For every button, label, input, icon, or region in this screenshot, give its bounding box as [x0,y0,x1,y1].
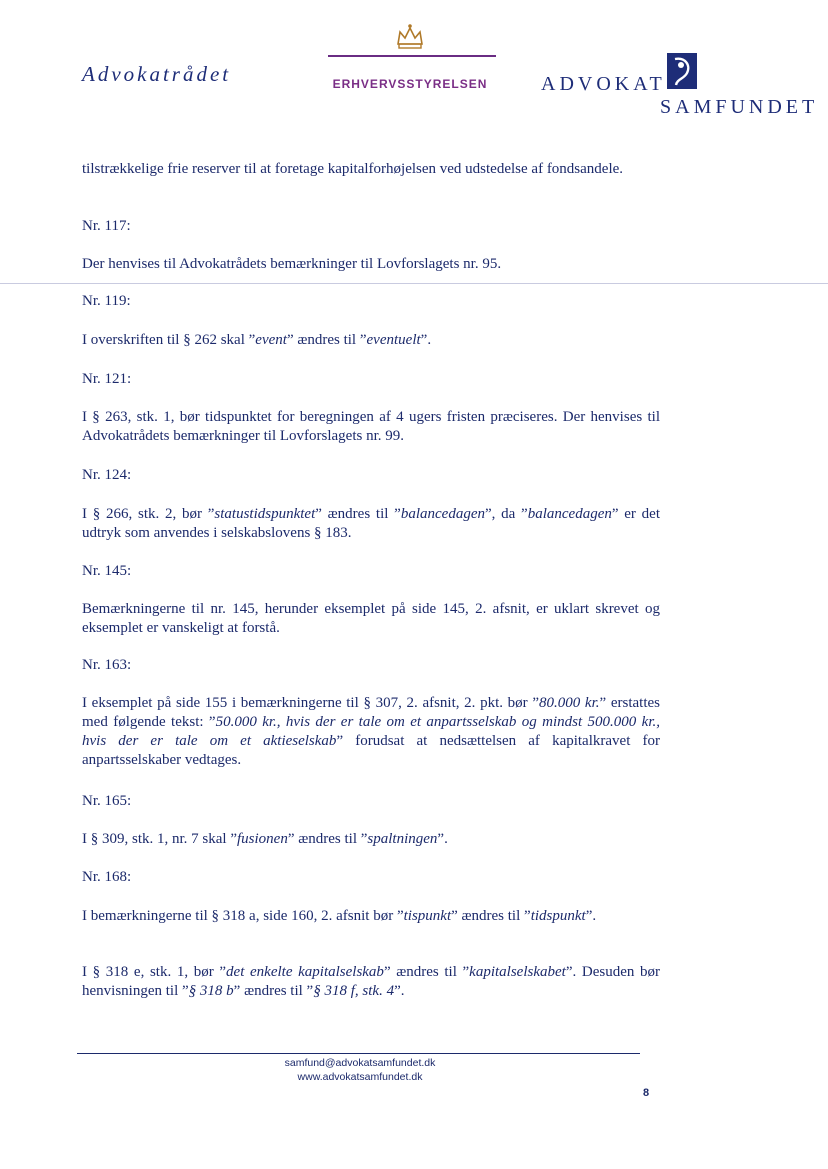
heading-nr-121: Nr. 121: [82,371,132,387]
advokatsamfundet-logo-bottom: SAMFUNDET [660,96,819,118]
heading-nr-117: Nr. 117: [82,218,131,234]
footer-website-link[interactable]: www.advokatsamfundet.dk [297,1071,423,1083]
advokatsamfundet-logo-top: ADVOKAT [541,73,666,95]
footer-email-link[interactable]: samfund@advokatsamfundet.dk [284,1057,436,1069]
erhvervsstyrelsen-logo [318,20,502,90]
heading-nr-145: Nr. 145: [82,563,132,579]
advokatsamfundet-emblem-icon [667,53,697,89]
heading-nr-119: Nr. 119: [82,293,131,309]
heading-nr-163: Nr. 163: [82,657,132,673]
paragraph-nr-124: I § 266, stk. 2, bør ”statustidspunktet” ændres til ”balancedagen”, da ”balancedagen” er det udtryk som anvendes i selskabslovens § 183. [82,506,660,541]
footer-rule [77,1053,640,1054]
paragraph-nr-117: Der henvises til Advokatrådets bemærkninger til Lovforslagets nr. 95. [82,256,502,272]
page-number: 8 [643,1087,650,1099]
paragraph-nr-119: I overskriften til § 262 skal ”event” ændres til ”eventuelt”. [82,332,432,348]
erhvervsstyrelsen-text: ERHVERVSSTYRELSEN [332,77,488,91]
paragraph-continuation: tilstrækkelige frie reserver til at foretage kapitalforhøjelsen ved udstedelse af fondsandele. [82,161,624,177]
scan-divider-line [0,283,828,284]
paragraph-nr-145: Bemærkningerne til nr. 145, herunder eksemplet på side 145, 2. afsnit, er uklart skrevet og eksemplet er vanskeligt at forstå. [82,601,660,636]
advokatraadet-logo-text: Advokatrådet [82,62,232,86]
heading-nr-168: Nr. 168: [82,869,132,885]
erhvervsstyrelsen-rule [328,55,496,57]
heading-nr-124: Nr. 124: [82,467,132,483]
paragraph-nr-168-b: I § 318 e, stk. 1, bør ”det enkelte kapitalselskab” ændres til ”kapitalselskabet”. Desuden bør henvisningen til ”§ 318 b” ændres til ”§ 318 f, stk. 4”. [82,964,660,999]
paragraph-nr-121: I § 263, stk. 1, bør tidspunktet for beregningen af 4 ugers fristen præciseres. Der henvises til Advokatrådets bemærkninger til Lovforslagets nr. 99. [82,409,660,444]
paragraph-nr-165: I § 309, stk. 1, nr. 7 skal ”fusionen” ændres til ”spaltningen”. [82,831,448,847]
crown-icon [394,22,426,52]
heading-nr-165: Nr. 165: [82,793,132,809]
paragraph-nr-163: I eksemplet på side 155 i bemærkningerne til § 307, 2. afsnit, 2. pkt. bør ”80.000 kr.” erstattes med følgende tekst: ”50.000 kr., hvis der er tale om et anpartsselskab og mindst 500.000 kr., hvis der er tale om et aktieselskab” forudsat at nedsættelsen af kapitalkravet for anpartsselskaber vedtages. [82,695,660,768]
paragraph-nr-168-a: I bemærkningerne til § 318 a, side 160, 2. afsnit bør ”tispunkt” ændres til ”tidspunkt”. [82,908,597,924]
